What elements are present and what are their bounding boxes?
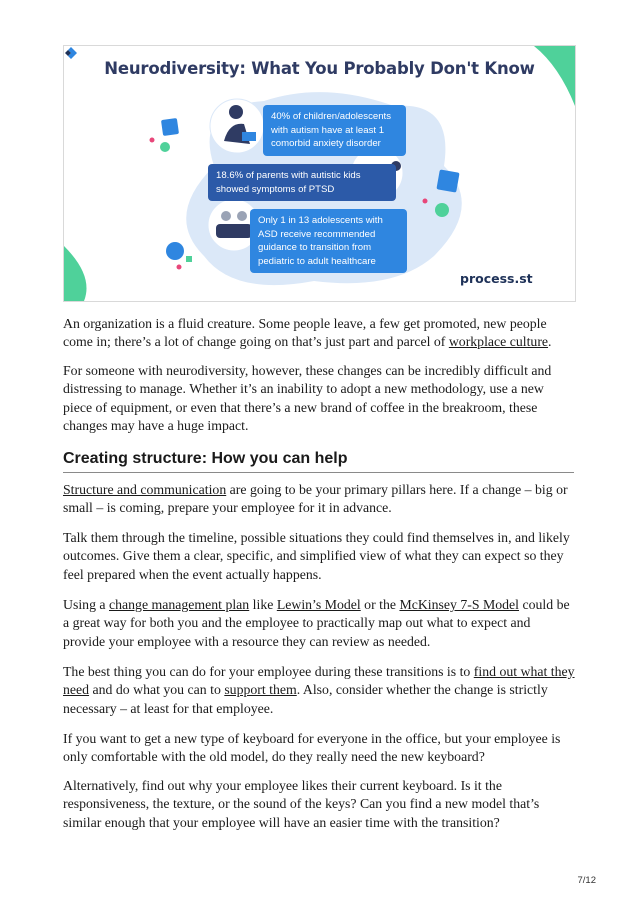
paragraph-alternatively: Alternatively, find out why your employee likes their current keyboard. Is it the responsiveness, the texture, or the sound of the keys? Can you find a new model that’s similar enough that your employee will have an easier time with the transition? xyxy=(63,778,540,830)
heading-divider xyxy=(63,472,574,473)
paragraph-change-plan: Using a change management plan like Lewin’s Model or the McKinsey 7-S Model could be a great way for both you and the employee to practically map out what to expect and provide your employee with a resource they can review as needed. xyxy=(63,597,570,649)
link-mckinsey-7s[interactable]: McKinsey 7-S Model xyxy=(399,597,520,612)
section-heading: Creating structure: How you can help xyxy=(63,450,348,467)
stat-callout-healthcare: Only 1 in 13 adolescents with ASD receive recommended guidance to transition from pediatric to adult healthcare xyxy=(250,209,407,273)
brand-logo-icon xyxy=(64,46,78,60)
link-workplace-culture[interactable]: workplace culture xyxy=(448,334,549,350)
paragraph-organization: An organization is a fluid creature. Some people leave, a few get promoted, new people come in; there’s a lot of change going on that’s just part and parcel of workplace culture. xyxy=(63,316,552,350)
paragraph-neurodiversity: For someone with neurodiversity, however, these changes can be incredibly difficult and distressing to manage. Whether it’s an inability to adopt a new methodology, use a new piece of equipment, or even that there’s a new brand of coffee in the breakroom, these changes may have a huge impact. xyxy=(63,363,552,434)
paragraph-keyboard: If you want to get a new type of keyboard for everyone in the office, but your employee is only comfortable with the old model, do they really need the new keyboard? xyxy=(63,731,561,765)
link-lewins-model[interactable]: Lewin’s Model xyxy=(276,597,361,612)
paragraph-structure: Structure and communication are going to be your primary pillars here. If a change – big or small – is coming, prepare your employee for it in advance. xyxy=(63,482,568,516)
stat-callout-anxiety: 40% of children/adolescents with autism have at least 1 comorbid anxiety disorder xyxy=(263,105,406,156)
page-number: 7/12 xyxy=(577,875,596,886)
paragraph-timeline: Talk them through the timeline, possible situations they could find themselves in, and likely outcomes. Give them a clear, specific, and simplified view of what they can expect so they feel prepared when the event actually happens. xyxy=(63,530,570,582)
link-find-out-what-they-need[interactable]: find out what they need xyxy=(63,664,575,698)
infographic xyxy=(63,45,576,302)
paragraph-best-thing: The best thing you can do for your employee during these transitions is to find out what they need and do what you can to support them. Also, consider whether the change is strictly necessary – at least for that employee. xyxy=(63,664,575,716)
brand-name: process.st xyxy=(460,271,533,286)
link-structure-communication[interactable]: Structure and communication xyxy=(63,482,227,497)
stat-callout-ptsd: 18.6% of parents with autistic kids showed symptoms of PTSD xyxy=(208,164,396,201)
infographic-title: Neurodiversity: What You Probably Don't Know xyxy=(104,59,535,78)
link-change-management-plan[interactable]: change management plan xyxy=(109,597,250,612)
link-support-them[interactable]: support them xyxy=(224,682,297,698)
